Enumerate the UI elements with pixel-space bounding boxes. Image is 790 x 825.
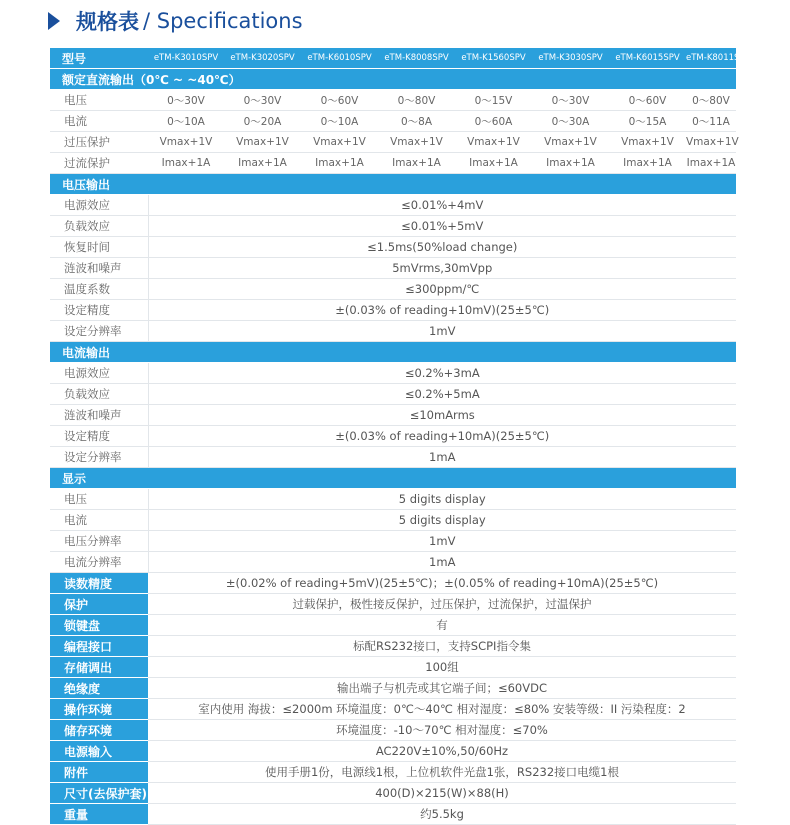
spec-label: 涟波和噪声 xyxy=(50,405,148,426)
misc-value: 过载保护，极性接反保护，过压保护，过流保护，过温保护 xyxy=(148,594,736,615)
spec-value: 0～8A xyxy=(378,111,455,132)
spec-value: ≤0.2%+5mA xyxy=(148,384,736,405)
spec-value: Vmax+1V xyxy=(686,132,736,153)
spec-value: 0～60V xyxy=(301,90,378,111)
spec-label: 设定精度 xyxy=(50,426,148,447)
spec-value: 5 digits display xyxy=(148,489,736,510)
spec-value: 5 digits display xyxy=(148,510,736,531)
misc-value: 输出端子与机壳或其它端子间；≤60VDC xyxy=(148,678,736,699)
spec-value: Vmax+1V xyxy=(224,132,301,153)
spec-value: 0～60V xyxy=(609,90,686,111)
spec-row xyxy=(50,132,736,153)
misc-value: 使用手册1份，电源线1根，上位机软件光盘1张，RS232接口电缆1根 xyxy=(148,762,736,783)
spec-value: Imax+1A xyxy=(532,153,609,174)
spec-row xyxy=(50,111,736,132)
section-title: 电压输出 xyxy=(50,174,736,195)
spec-value: 0～15A xyxy=(609,111,686,132)
misc-row xyxy=(50,657,736,678)
misc-label: 读数精度 xyxy=(50,573,148,594)
spec-row xyxy=(50,489,736,510)
spec-value: 0～80V xyxy=(378,90,455,111)
model-name: eTM-K1560SPV xyxy=(455,48,532,69)
spec-value: ≤0.2%+3mA xyxy=(148,363,736,384)
spec-row xyxy=(50,237,736,258)
spec-value: Imax+1A xyxy=(301,153,378,174)
misc-row xyxy=(50,720,736,741)
misc-label: 操作环境 xyxy=(50,699,148,720)
misc-row xyxy=(50,615,736,636)
spec-value: 1mA xyxy=(148,447,736,468)
misc-row xyxy=(50,741,736,762)
spec-value: 1mV xyxy=(148,321,736,342)
spec-value: 0～30A xyxy=(532,111,609,132)
spec-label: 电压 xyxy=(50,489,148,510)
title-arrow-icon xyxy=(48,12,60,30)
model-name: eTM-K6015SPV xyxy=(609,48,686,69)
spec-value: Imax+1A xyxy=(686,153,736,174)
model-name: eTM-K8008SPV xyxy=(378,48,455,69)
section-rated xyxy=(50,69,736,90)
misc-label: 尺寸(去保护套) xyxy=(50,783,148,804)
spec-row xyxy=(50,552,736,573)
spec-label: 温度系数 xyxy=(50,279,148,300)
title-en: / Specifications xyxy=(143,9,303,33)
misc-value: 约5.5kg xyxy=(148,804,736,825)
misc-label: 附件 xyxy=(50,762,148,783)
model-name: eTM-K3010SPV xyxy=(148,48,224,69)
spec-label: 涟波和噪声 xyxy=(50,258,148,279)
spec-value: Imax+1A xyxy=(378,153,455,174)
misc-value: 室内使用 海拔：≤2000m 环境温度：0℃～40℃ 相对湿度：≤80% 安装等级：II 污染程度：2 xyxy=(148,699,736,720)
spec-row xyxy=(50,531,736,552)
spec-label: 电压 xyxy=(50,90,148,111)
spec-value: 0～10A xyxy=(148,111,224,132)
misc-row xyxy=(50,594,736,615)
misc-label: 锁键盘 xyxy=(50,615,148,636)
spec-value: 0～60A xyxy=(455,111,532,132)
misc-row xyxy=(50,762,736,783)
model-name: eTM-K8011SPV xyxy=(686,48,736,69)
spec-label: 电流分辨率 xyxy=(50,552,148,573)
spec-label: 设定分辨率 xyxy=(50,447,148,468)
spec-value: 0～80V xyxy=(686,90,736,111)
spec-value: Imax+1A xyxy=(148,153,224,174)
misc-label: 储存环境 xyxy=(50,720,148,741)
spec-value: Vmax+1V xyxy=(301,132,378,153)
spec-value: 0～30V xyxy=(148,90,224,111)
model-name: eTM-K3020SPV xyxy=(224,48,301,69)
spec-label: 电源效应 xyxy=(50,363,148,384)
spec-row xyxy=(50,279,736,300)
spec-value: 5mVrms,30mVpp xyxy=(148,258,736,279)
spec-value: 0～20A xyxy=(224,111,301,132)
spec-table xyxy=(50,48,751,825)
spec-value: Imax+1A xyxy=(455,153,532,174)
spec-label: 恢复时间 xyxy=(50,237,148,258)
spec-label: 负载效应 xyxy=(50,216,148,237)
model-header-label: 型号 xyxy=(50,48,148,69)
spec-label: 过流保护 xyxy=(50,153,148,174)
spec-row xyxy=(50,363,736,384)
section-title: 显示 xyxy=(50,468,736,489)
misc-value: 标配RS232接口，支持SCPI指令集 xyxy=(148,636,736,657)
misc-value: 环境温度：-10～70℃ 相对湿度：≤70% xyxy=(148,720,736,741)
spec-value: 1mA xyxy=(148,552,736,573)
spec-value: Vmax+1V xyxy=(378,132,455,153)
title-cn: 规格表 xyxy=(76,10,139,34)
misc-value: AC220V±10%,50/60Hz xyxy=(148,741,736,762)
spec-row xyxy=(50,216,736,237)
spec-value: 0～15V xyxy=(455,90,532,111)
spec-row xyxy=(50,90,736,111)
spec-label: 电源效应 xyxy=(50,195,148,216)
spec-value: Imax+1A xyxy=(609,153,686,174)
spec-value: 0～30V xyxy=(224,90,301,111)
spec-value: ±(0.03% of reading+10mV)(25±5℃) xyxy=(148,300,736,321)
spec-label: 设定精度 xyxy=(50,300,148,321)
misc-row xyxy=(50,573,736,594)
section-title: 电流输出 xyxy=(50,342,736,363)
misc-value: ±(0.02% of reading+5mV)(25±5℃)；±(0.05% of reading+10mA)(25±5℃) xyxy=(148,573,736,594)
spec-value: ≤0.01%+4mV xyxy=(148,195,736,216)
misc-row xyxy=(50,678,736,699)
misc-value: 400(D)×215(W)×88(H) xyxy=(148,783,736,804)
spec-row xyxy=(50,321,736,342)
spec-row xyxy=(50,300,736,321)
misc-label: 重量 xyxy=(50,804,148,825)
page-title xyxy=(48,6,303,36)
spec-label: 电流 xyxy=(50,111,148,132)
spec-value: Imax+1A xyxy=(224,153,301,174)
misc-row xyxy=(50,636,736,657)
section-current_output xyxy=(50,342,736,363)
spec-value: ≤300ppm/℃ xyxy=(148,279,736,300)
spec-label: 过压保护 xyxy=(50,132,148,153)
misc-label: 绝缘度 xyxy=(50,678,148,699)
spec-label: 设定分辨率 xyxy=(50,321,148,342)
section-title: 额定直流输出（0℃ ~ ~40℃） xyxy=(50,69,736,90)
misc-row xyxy=(50,699,736,720)
misc-label: 电源输入 xyxy=(50,741,148,762)
spec-value: ≤0.01%+5mV xyxy=(148,216,736,237)
spec-value: Vmax+1V xyxy=(455,132,532,153)
spec-row xyxy=(50,510,736,531)
model-name: eTM-K6010SPV xyxy=(301,48,378,69)
spec-value: 0～10A xyxy=(301,111,378,132)
spec-value: ≤1.5ms(50%load change) xyxy=(148,237,736,258)
spec-value: 1mV xyxy=(148,531,736,552)
spec-row xyxy=(50,426,736,447)
spec-label: 电流 xyxy=(50,510,148,531)
misc-label: 编程接口 xyxy=(50,636,148,657)
spec-row xyxy=(50,195,736,216)
spec-row xyxy=(50,258,736,279)
misc-row xyxy=(50,783,736,804)
model-name: eTM-K3030SPV xyxy=(532,48,609,69)
spec-label: 负载效应 xyxy=(50,384,148,405)
spec-label: 电压分辨率 xyxy=(50,531,148,552)
spec-value: ≤10mArms xyxy=(148,405,736,426)
section-display xyxy=(50,468,736,489)
model-header-row xyxy=(50,48,736,69)
section-voltage_output xyxy=(50,174,736,195)
spec-value: 0～11A xyxy=(686,111,736,132)
spec-value: 0～30V xyxy=(532,90,609,111)
spec-row xyxy=(50,153,736,174)
misc-row xyxy=(50,804,736,825)
spec-row xyxy=(50,384,736,405)
spec-value: ±(0.03% of reading+10mA)(25±5℃) xyxy=(148,426,736,447)
misc-label: 保护 xyxy=(50,594,148,615)
spec-value: Vmax+1V xyxy=(148,132,224,153)
misc-label: 存储调出 xyxy=(50,657,148,678)
misc-value: 100组 xyxy=(148,657,736,678)
spec-value: Vmax+1V xyxy=(532,132,609,153)
spec-value: Vmax+1V xyxy=(609,132,686,153)
spec-row xyxy=(50,447,736,468)
spec-row xyxy=(50,405,736,426)
misc-value: 有 xyxy=(148,615,736,636)
